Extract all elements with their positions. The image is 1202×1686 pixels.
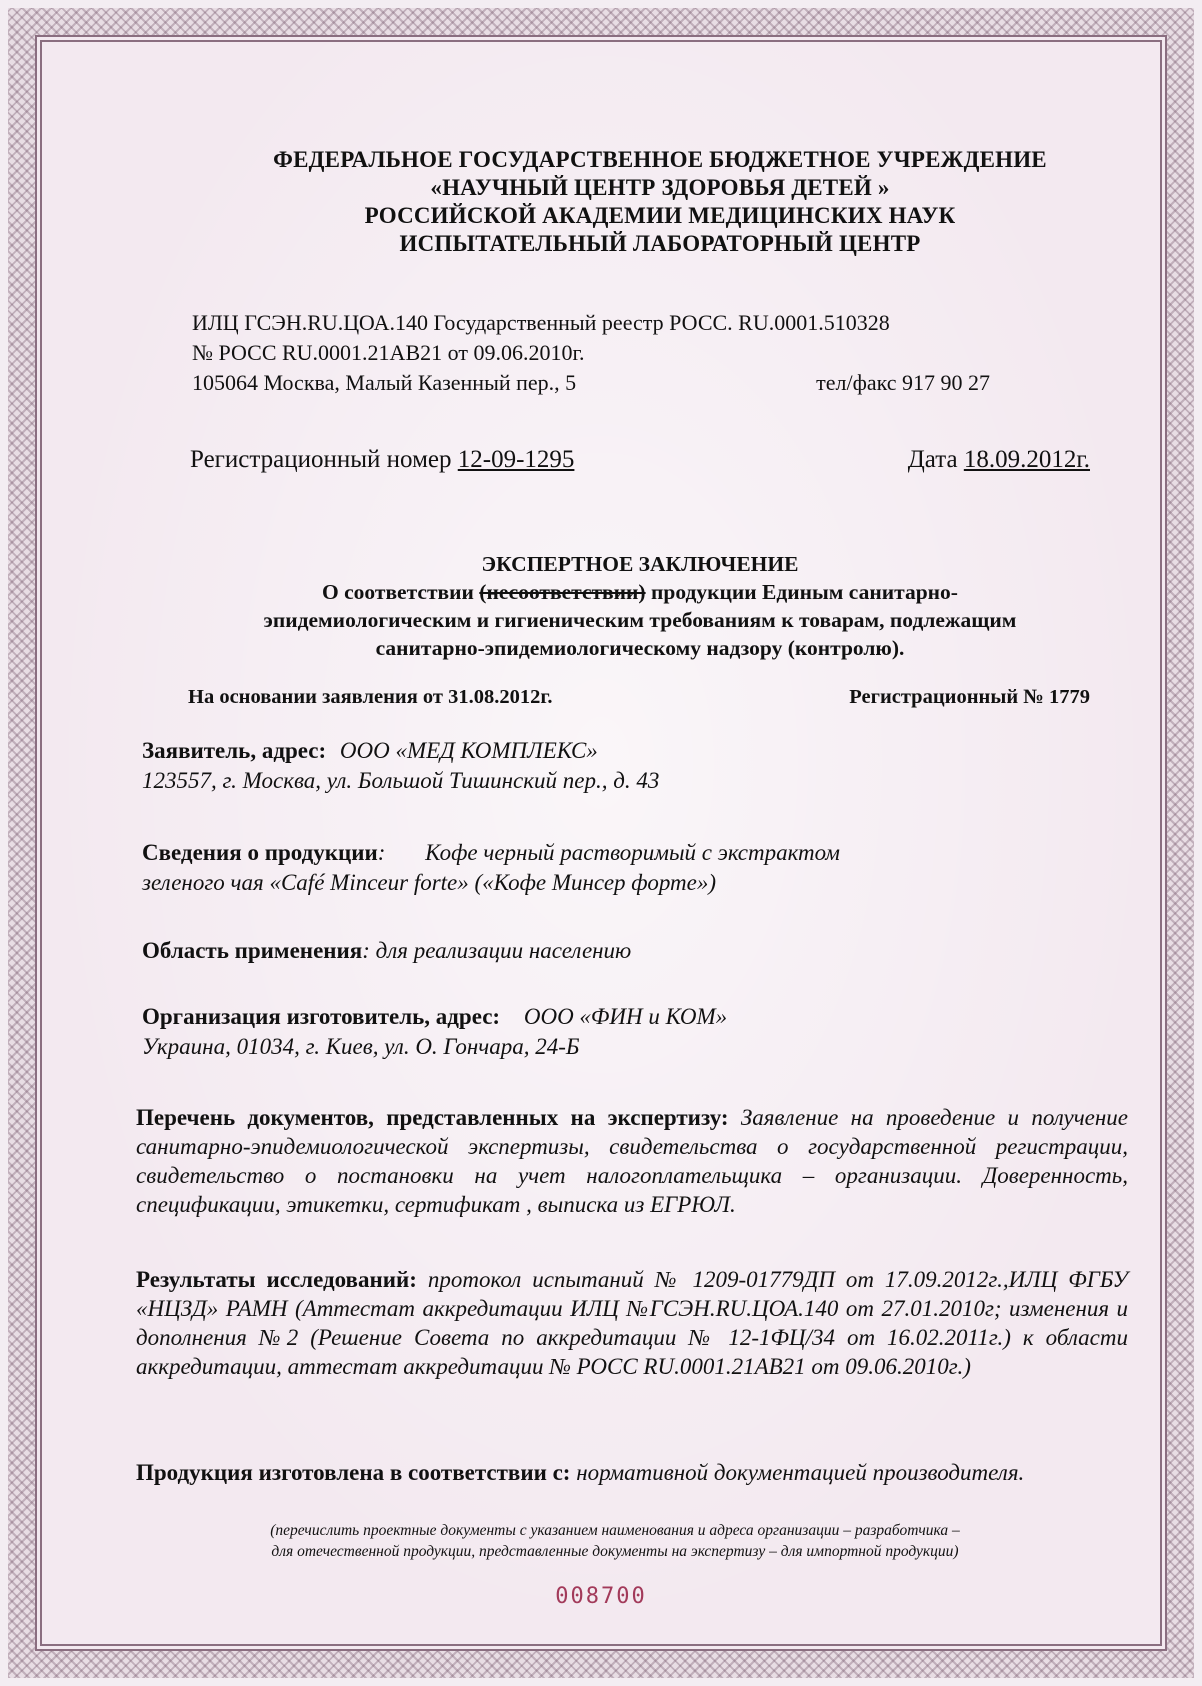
conclusion-block: [190, 550, 1090, 662]
serial-number: 008700: [555, 1584, 647, 1609]
documents-label: Перечень документов, представленных на экспертизу:: [136, 1105, 729, 1130]
header-line-3: РОССИЙСКОЙ АКАДЕМИИ МЕДИЦИНСКИХ НАУК: [364, 203, 956, 228]
conclusion-title: ЭКСПЕРТНОЕ ЗАКЛЮЧЕНИЕ: [481, 552, 799, 576]
registration-number-label: Регистрационный номер: [190, 446, 452, 473]
manufacturer-address: Украина, 01034, г. Киев, ул. О. Гончара, 24-Б: [142, 1034, 580, 1059]
footnote-line-2: для отечественной продукции, представленные документы на экспертизу – для импортной продукции): [271, 1543, 959, 1560]
applicant-address: 123557, г. Москва, ул. Большой Тишинский пер., д. 43: [142, 768, 660, 793]
product-colon: :: [377, 840, 386, 865]
scope-value: : для реализации населению: [362, 938, 632, 963]
compliance-text: нормативной документацией производителя.: [576, 1460, 1025, 1485]
product-label: Сведения о продукции: [142, 840, 378, 865]
manufacturer-section: [142, 1002, 1092, 1062]
header-line-4: ИСПЫТАТЕЛЬНЫЙ ЛАБОРАТОРНЫЙ ЦЕНТР: [399, 231, 921, 256]
applicant-name: ООО «МЕД КОМПЛЕКС»: [339, 738, 598, 763]
conclusion-line-1-suffix: продукции Единым санитарно-: [650, 580, 958, 604]
manufacturer-name: ООО «ФИН и КОМ»: [523, 1004, 728, 1029]
product-section: [142, 838, 1092, 898]
documents-text: Заявление на проведение и получение санитарно-эпидемиологической экспертизы, свидетельства о государственной регистрации, свидетельство о постановки на учет налогоплательщика – организации. Доверенность, спецификации, этикетки, сертификат , выписка из ЕГРЮЛ.: [136, 1105, 1129, 1217]
lab-registry-line: № РОСС RU.0001.21АВ21 от 09.06.2010г.: [192, 340, 585, 365]
footnote: [120, 1520, 1110, 1562]
compliance-section: [136, 1458, 1128, 1487]
conclusion-line-3: санитарно-эпидемиологическому надзору (контролю).: [375, 636, 905, 660]
compliance-label: Продукция изготовлена в соответствии с:: [136, 1460, 571, 1485]
lab-info: [192, 308, 1022, 398]
applicant-section: [142, 736, 1092, 796]
basis-row: [188, 686, 1090, 709]
results-section: [136, 1265, 1128, 1381]
lab-accreditation-line: ИЛЦ ГСЭН.RU.ЦОА.140 Государственный реестр РОСС. RU.0001.510328: [192, 310, 890, 335]
registration-number: 12-09-1295: [457, 446, 575, 473]
scope-label: Область применения: [142, 938, 363, 963]
date-label: Дата: [907, 446, 958, 473]
basis-application: На основании заявления от 31.08.2012г.: [188, 686, 553, 708]
results-text: протокол испытаний № 1209-01779ДП от 17.09.2012г.,ИЛЦ ФГБУ «НЦЗД» РАМН (Аттестат аккредитации ИЛЦ №ГСЭН.RU.ЦОА.140 от 27.01.2010г; изменения и дополнения №2 (Решение Совета по аккредитации № 12-1ФЦ/34 от 16.02.2011г.) к области аккредитации, аттестат аккредитации № РОСС RU.0001.21АВ21 от 09.06.2010г.): [136, 1267, 1129, 1379]
conclusion-line-1-prefix: О соответствии: [322, 580, 474, 604]
header-line-1: ФЕДЕРАЛЬНОЕ ГОСУДАРСТВЕННОЕ БЮДЖЕТНОЕ УЧРЕЖДЕНИЕ: [273, 147, 1047, 172]
lab-phone: тел/факс 917 90 27: [816, 370, 990, 395]
footnote-line-1: (перечислить проектные документы с указанием наименования и адреса организации – разработчика –: [270, 1522, 960, 1539]
basis-registration: Регистрационный № 1779: [849, 686, 1090, 708]
organization-header: [220, 146, 1100, 258]
conclusion-line-2: эпидемиологическим и гигиеническим требованиям к товарам, подлежащим: [263, 608, 1017, 632]
product-name-line-2: зеленого чая «Café Minceur forte» («Кофе Минсер форте»): [142, 870, 716, 895]
results-label: Результаты исследований:: [136, 1267, 417, 1292]
scope-section: [142, 936, 1092, 966]
registration-row: [190, 446, 1090, 474]
registration-date: 18.09.2012г.: [963, 446, 1090, 473]
documents-section: [136, 1103, 1128, 1219]
applicant-label: Заявитель, адрес:: [142, 738, 327, 763]
product-name-line-1: Кофе черный растворимый с экстрактом: [425, 840, 840, 865]
conclusion-struck-text: (несоответствии): [479, 580, 646, 604]
header-line-2: «НАУЧНЫЙ ЦЕНТР ЗДОРОВЬЯ ДЕТЕЙ »: [430, 175, 890, 200]
lab-address: 105064 Москва, Малый Казенный пер., 5: [192, 370, 577, 395]
manufacturer-label: Организация изготовитель, адрес:: [142, 1004, 501, 1029]
